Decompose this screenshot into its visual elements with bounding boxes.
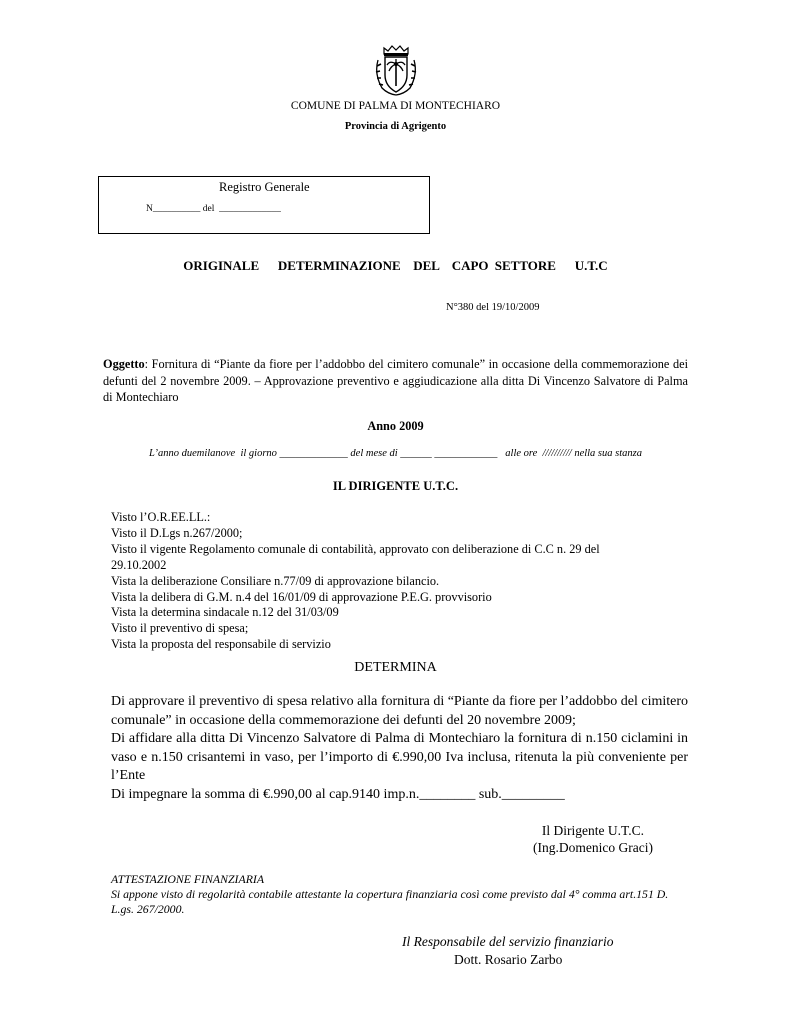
registro-number-line: N__________ del _____________ xyxy=(146,204,281,214)
responsabile-name: Dott. Rosario Zarbo xyxy=(454,952,563,967)
visti-list xyxy=(111,510,681,653)
determina-paragraph: Di affidare alla ditta Di Vincenzo Salvatore di Palma di Montechiaro la fornitura di n.150 ciclamini in vaso e n.150 crisantemi in vaso, per l’importo di €.990,00 Iva inclusa, ritenuta la più conveniente per l’Ente xyxy=(111,731,688,783)
registro-title: Registro Generale xyxy=(219,180,310,194)
visto-item: Visto l’O.R.EE.LL.: xyxy=(111,510,211,524)
oggetto-text: : Fornitura di “Piante da fiore per l’addobbo del cimitero comunale” in occasione della commemorazione dei defunti del 2 novembre 2009. – Approvazione preventivo e aggiudicazione alla ditta Di Vincenzo Salvatore di Palma di Montechiaro xyxy=(103,357,688,404)
determina-paragraph: Di approvare il preventivo di spesa relativo alla fornitura di “Piante da fiore per l’addobbo del cimitero comunale” in occasione della commemorazione dei defunti del 20 novembre 2009; xyxy=(111,694,688,728)
responsabile-role: Il Responsabile del servizio finanziario xyxy=(402,934,614,949)
attestazione-title: ATTESTAZIONE FINANZIARIA xyxy=(111,872,265,886)
dirigente-role: Il Dirigente U.T.C. xyxy=(541,823,645,838)
determina-title: DETERMINA xyxy=(354,660,437,675)
visto-item: Visto il vigente Regolamento comunale di contabilità, approvato con deliberazione di C.C n. 29 del xyxy=(111,541,600,556)
comune-name: COMUNE DI PALMA DI MONTECHIARO xyxy=(290,100,501,112)
oggetto-paragraph xyxy=(103,356,688,406)
oggetto-label: Oggetto xyxy=(103,357,145,371)
visto-item: Vista la deliberazione Consiliare n.77/09 di approvazione bilancio. xyxy=(111,573,440,588)
dirigente-title: IL DIRIGENTE U.T.C. xyxy=(332,479,459,493)
visto-item: Vista la delibera di G.M. n.4 del 16/01/09 di approvazione P.E.G. provvisorio xyxy=(111,589,492,604)
determina-paragraph: Di impegnare la somma di €.990,00 al cap.9140 imp.n.________ sub._________ xyxy=(111,786,565,802)
attestazione-finanziaria xyxy=(111,872,691,917)
municipal-crest-icon xyxy=(368,42,424,98)
visto-item: Vista la proposta del responsabile di servizio xyxy=(111,637,331,652)
visto-item: Visto il D.Lgs n.267/2000; xyxy=(111,525,243,540)
visto-item: Vista la determina sindacale n.12 del 31/03/09 xyxy=(111,605,339,620)
dirigente-name: (Ing.Domenico Graci) xyxy=(533,840,653,855)
visto-item: 29.10.2002 xyxy=(111,557,167,572)
determination-number: N°380 del 19/10/2009 xyxy=(446,302,540,313)
registro-generale-box xyxy=(98,176,430,234)
determination-title: ORIGINALE DETERMINAZIONE DEL CAPO SETTORE U.T.C xyxy=(183,258,608,273)
visto-item: Visto il preventivo di spesa; xyxy=(111,621,249,636)
anno-title: Anno 2009 xyxy=(367,419,424,433)
anno-line: L’anno duemilanove il giorno _____________ del mese di ______ ____________ alle ore ////////// nella sua stanza xyxy=(149,448,642,459)
determina-body xyxy=(111,693,688,804)
attestazione-text: Si appone visto di regolarità contabile attestante la copertura finanziaria così come previsto dal 4° comma art.151 D. L.gs. 267/2000. xyxy=(111,887,669,916)
provincia-name: Provincia di Agrigento xyxy=(344,121,447,132)
dirigente-signature xyxy=(533,822,653,856)
